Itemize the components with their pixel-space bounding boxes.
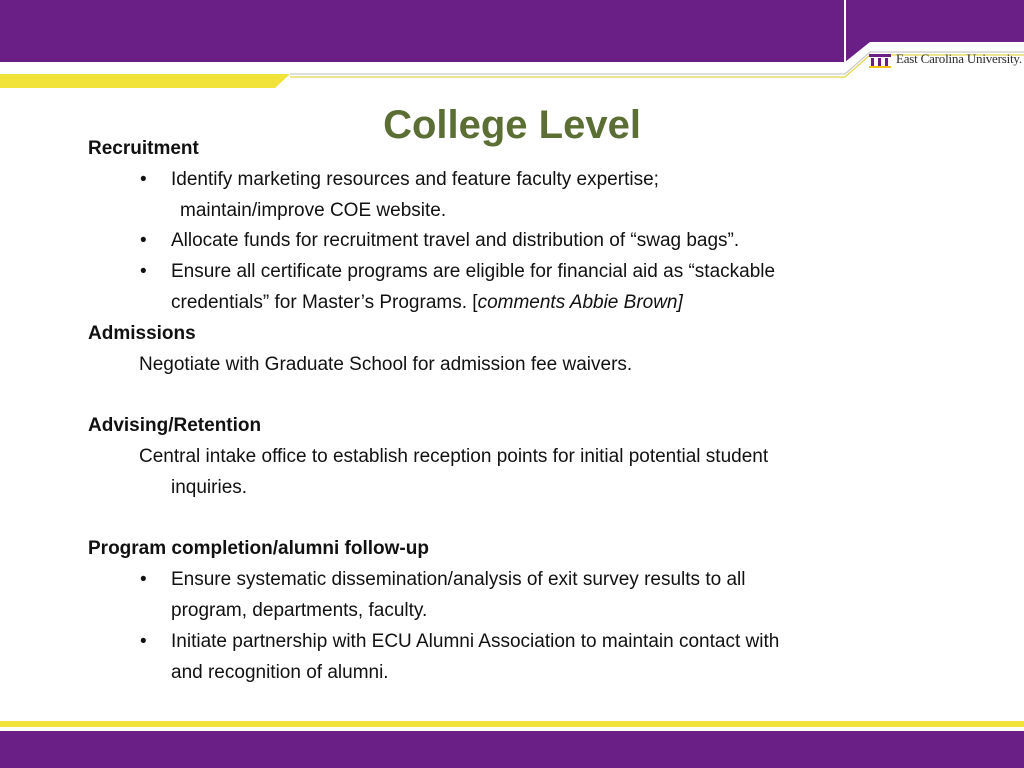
bullet-glyph: • [140,261,147,283]
list-item-text: Identify marketing resources and feature faculty expertise; [171,168,659,190]
completion-bullet-1 [88,565,968,596]
recruitment-heading: Recruitment [88,138,199,159]
list-item-text: credentials” for Master’s Programs. [ [171,291,478,313]
recruitment-bullet-2 [88,226,968,257]
ecu-logo-text: East Carolina University. [896,51,1022,66]
list-item-text: Initiate partnership with ECU Alumni Association to maintain contact with [171,630,780,652]
advising-text: Central intake office to establish reception points for initial potential student [139,445,769,467]
comment-attribution: comments Abbie Brown] [477,291,683,313]
ecu-logo-icon [868,51,892,69]
recruitment-bullet-1-continuation: maintain/improve COE website. [180,199,447,221]
recruitment-bullet-3 [88,257,968,288]
list-item-text: Allocate funds for recruitment travel and distribution of “swag bags”. [171,230,740,252]
recruitment-bullet-1 [88,165,968,196]
list-item-text: Ensure systematic dissemination/analysis of exit survey results to all [171,569,746,591]
list-item-text: Ensure all certificate programs are eligible for financial aid as “stackable [171,261,776,283]
recruitment-bullet-3-continuation [88,288,968,319]
admissions-heading: Admissions [88,322,196,344]
slide-title: College Level [383,103,641,147]
top-gold-stripe [0,74,290,88]
completion-heading: Program completion/alumni follow-up [88,538,429,560]
bottom-purple-band [0,731,1024,768]
ecu-logo [868,49,1024,71]
slide-content [88,134,968,688]
spacer [88,380,968,411]
bullet-glyph: • [140,168,147,190]
bullet-glyph: • [140,230,147,252]
bottom-gold-stripe [0,721,1024,727]
completion-bullet-2 [88,627,968,658]
bullet-glyph: • [140,569,147,591]
bullet-glyph: • [140,630,147,652]
completion-bullet-1-continuation: program, departments, faculty. [171,599,428,621]
advising-text-continuation: inquiries. [171,476,248,498]
spacer [88,504,968,535]
admissions-text: Negotiate with Graduate School for admission fee waivers. [139,353,633,375]
completion-bullet-2-continuation: and recognition of alumni. [171,661,389,683]
advising-heading: Advising/Retention [88,415,262,437]
